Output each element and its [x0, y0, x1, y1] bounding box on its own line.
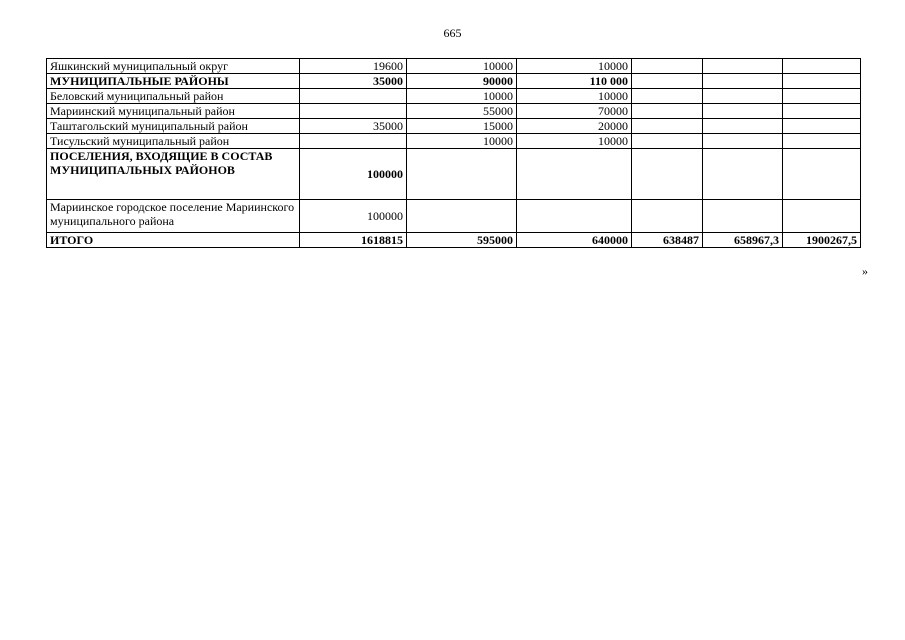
value-cell: 1618815 — [300, 233, 407, 248]
table-row — [47, 104, 861, 119]
value-cell — [703, 134, 783, 149]
value-cell: 19600 — [300, 59, 407, 74]
closing-quote: » — [862, 264, 868, 278]
value-cell — [632, 89, 703, 104]
value-cell — [783, 74, 861, 89]
value-cell — [703, 104, 783, 119]
table-row — [47, 200, 861, 233]
value-cell — [632, 200, 703, 233]
value-cell — [517, 149, 632, 200]
value-cell: 10000 — [407, 134, 517, 149]
value-cell — [300, 104, 407, 119]
value-cell — [407, 200, 517, 233]
value-cell: 658967,3 — [703, 233, 783, 248]
table-row — [47, 59, 861, 74]
row-name-cell: Яшкинский муниципальный округ — [47, 59, 300, 74]
value-cell: 100000 — [300, 149, 407, 200]
value-cell: 90000 — [407, 74, 517, 89]
value-cell — [632, 149, 703, 200]
value-cell: 10000 — [407, 59, 517, 74]
table-row — [47, 74, 861, 89]
value-cell — [783, 89, 861, 104]
value-cell: 638487 — [632, 233, 703, 248]
value-cell — [632, 59, 703, 74]
value-cell — [783, 104, 861, 119]
value-cell: 10000 — [517, 59, 632, 74]
value-cell: 1900267,5 — [783, 233, 861, 248]
value-cell: 595000 — [407, 233, 517, 248]
value-cell: 640000 — [517, 233, 632, 248]
value-cell — [517, 200, 632, 233]
page-number: 665 — [443, 26, 462, 40]
value-cell — [703, 200, 783, 233]
value-cell: 20000 — [517, 119, 632, 134]
value-cell — [783, 149, 861, 200]
table-row — [47, 134, 861, 149]
value-cell — [703, 89, 783, 104]
value-cell — [703, 59, 783, 74]
value-cell — [703, 74, 783, 89]
value-cell: 35000 — [300, 74, 407, 89]
value-cell — [632, 119, 703, 134]
value-cell — [703, 119, 783, 134]
row-name-cell: ИТОГО — [47, 233, 300, 248]
value-cell — [407, 149, 517, 200]
table-row — [47, 149, 861, 200]
value-cell — [300, 89, 407, 104]
value-cell: 70000 — [517, 104, 632, 119]
value-cell — [632, 104, 703, 119]
value-cell — [300, 134, 407, 149]
value-cell: 110 000 — [517, 74, 632, 89]
row-name-cell: Мариинский муниципальный район — [47, 104, 300, 119]
table-row-total — [47, 233, 861, 248]
value-cell: 100000 — [300, 200, 407, 233]
row-name-cell: Мариинское городское поселение Мариинского муниципального района — [47, 200, 300, 233]
value-cell — [632, 134, 703, 149]
value-cell — [703, 149, 783, 200]
table-row — [47, 119, 861, 134]
row-name-cell: Тисульский муниципальный район — [47, 134, 300, 149]
value-cell — [632, 74, 703, 89]
row-name-cell: ПОСЕЛЕНИЯ, ВХОДЯЩИЕ В СОСТАВ МУНИЦИПАЛЬНЫХ РАЙОНОВ — [47, 149, 300, 200]
value-cell: 15000 — [407, 119, 517, 134]
value-cell: 10000 — [517, 134, 632, 149]
row-name-cell: Беловский муниципальный район — [47, 89, 300, 104]
value-cell — [783, 59, 861, 74]
table-row — [47, 89, 861, 104]
value-cell: 10000 — [517, 89, 632, 104]
value-cell — [783, 200, 861, 233]
budget-table — [46, 58, 861, 248]
value-cell: 55000 — [407, 104, 517, 119]
value-cell: 10000 — [407, 89, 517, 104]
value-cell — [783, 119, 861, 134]
value-cell — [783, 134, 861, 149]
row-name-cell: Таштагольский муниципальный район — [47, 119, 300, 134]
row-name-cell: МУНИЦИПАЛЬНЫЕ РАЙОНЫ — [47, 74, 300, 89]
value-cell: 35000 — [300, 119, 407, 134]
